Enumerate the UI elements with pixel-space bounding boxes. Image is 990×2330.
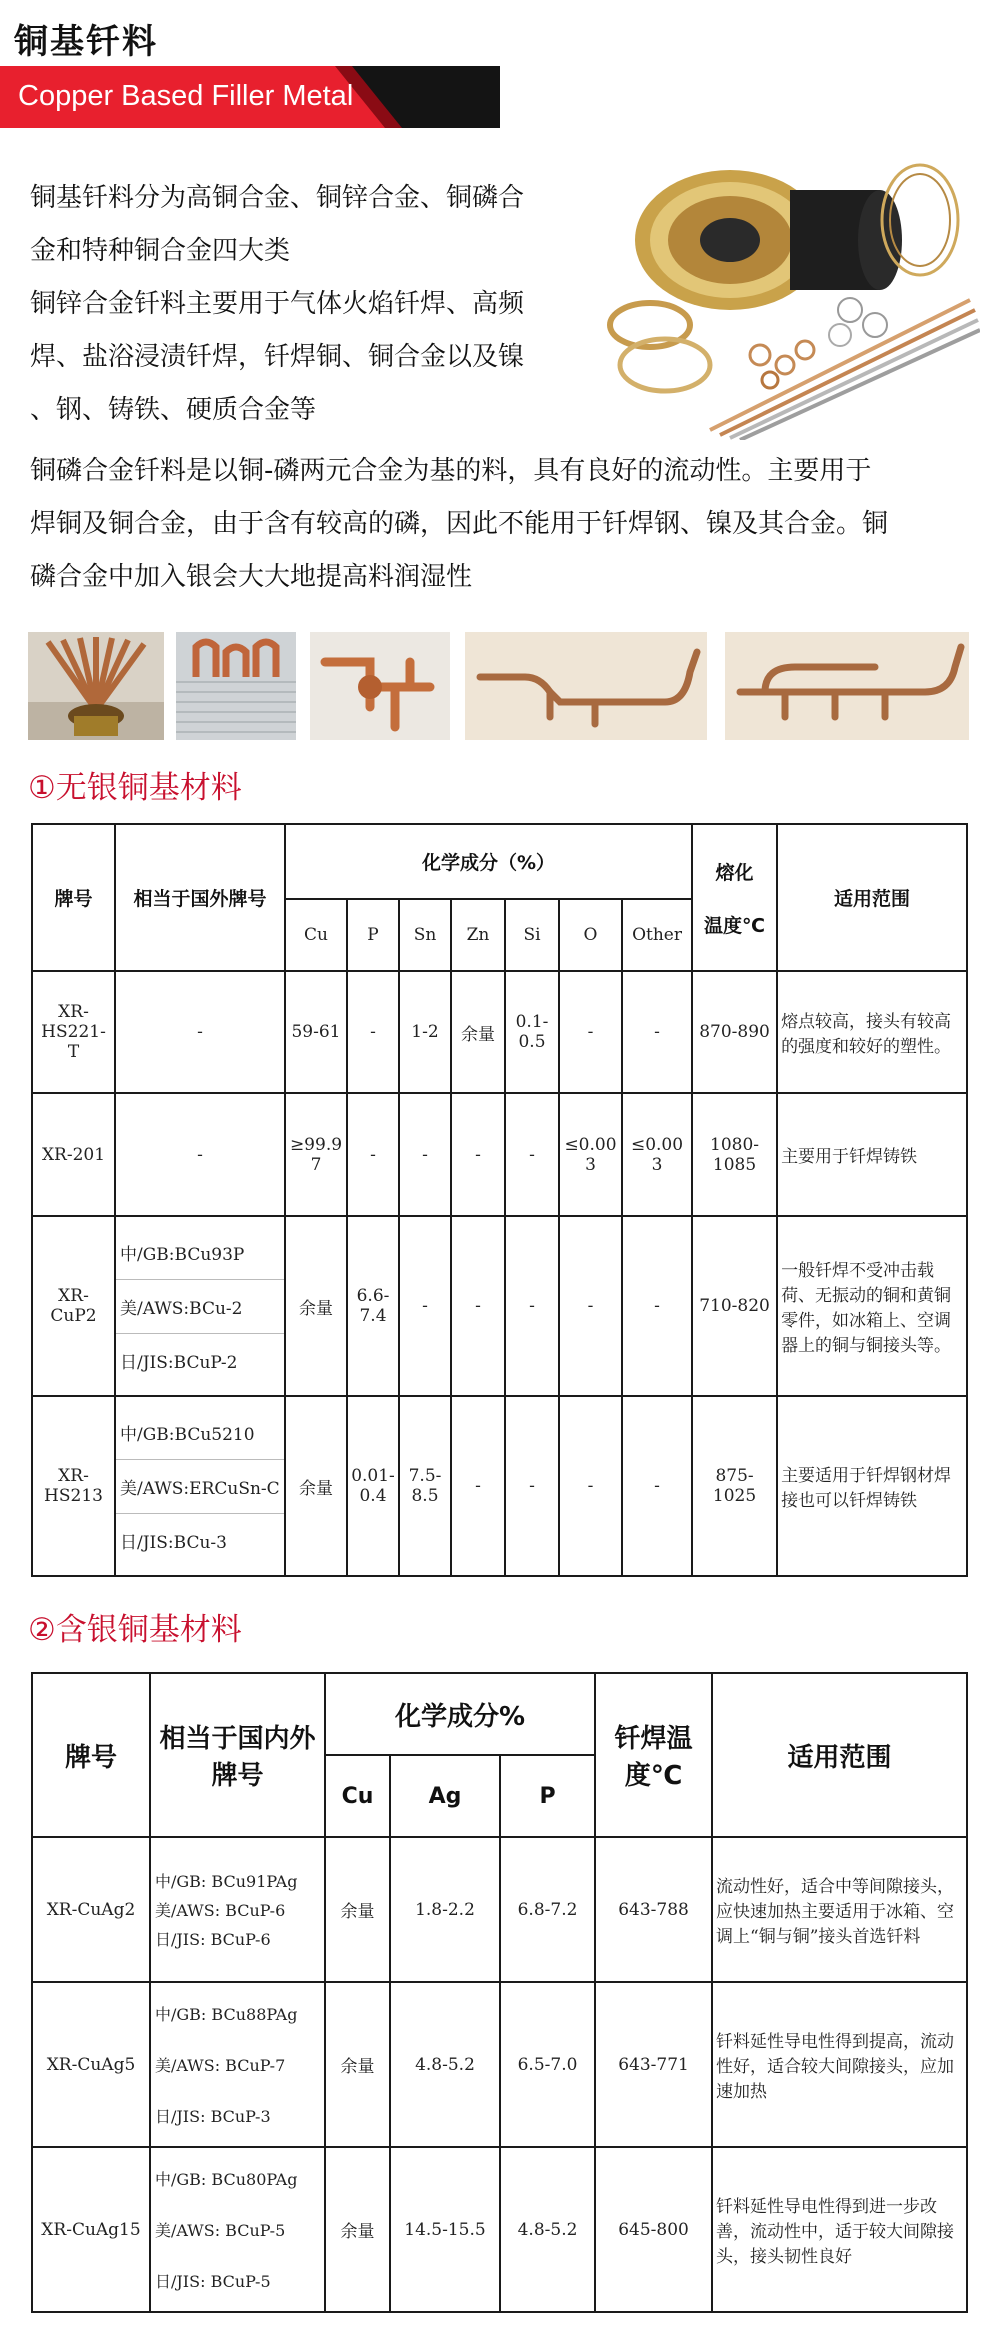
equiv-jis: 日/JIS:BCuP-2 bbox=[116, 1333, 284, 1387]
element-header: P bbox=[347, 899, 399, 971]
cu-cell: 余量 bbox=[325, 1837, 390, 1982]
p-cell: - bbox=[347, 971, 399, 1093]
equiv-header: 相当于国内外牌号 bbox=[150, 1673, 325, 1837]
sn-cell: 1-2 bbox=[399, 971, 451, 1093]
cu-cell: 59-61 bbox=[285, 971, 347, 1093]
temp-cell: 645-800 bbox=[595, 2147, 712, 2312]
equiv-header: 相当于国外牌号 bbox=[115, 824, 285, 971]
equiv-jis: 日/JIS: BCuP-3 bbox=[155, 2107, 271, 2126]
table-row bbox=[32, 1837, 967, 1982]
sn-cell: - bbox=[399, 1216, 451, 1396]
intro-line: 金和特种铜合金四大类 bbox=[30, 236, 291, 266]
intro-line: 铜磷合金钎料是以铜-磷两元合金为基的料，具有良好的流动性。主要用于 bbox=[30, 456, 872, 486]
cu-cell: ≥99.97 bbox=[285, 1093, 347, 1216]
subtitle-text: Copper Based Filler Metal bbox=[18, 80, 354, 112]
equiv-jis: 日/JIS: BCuP-5 bbox=[155, 2272, 271, 2291]
grade-cell: XR-HS213 bbox=[32, 1396, 115, 1576]
o-cell: - bbox=[559, 971, 622, 1093]
equiv-cell bbox=[150, 2147, 325, 2312]
grade-cell: XR-CuAg15 bbox=[32, 2147, 150, 2312]
zn-cell: - bbox=[451, 1396, 505, 1576]
scope-header: 适用范围 bbox=[712, 1673, 967, 1837]
copper-valve-photo bbox=[310, 632, 450, 740]
equiv-aws: 美/AWS: BCuP-5 bbox=[155, 2221, 286, 2240]
temp-cell: 643-771 bbox=[595, 1982, 712, 2147]
filler-metal-product-image bbox=[590, 150, 980, 440]
scope-cell: 流动性好，适合中等间隙接头，应快速加热主要适用于冰箱、空调上“铜与铜”接头首选钎料 bbox=[712, 1837, 967, 1982]
element-header: Cu bbox=[285, 899, 347, 971]
element-header: Cu bbox=[325, 1755, 390, 1837]
sn-cell: 7.5-8.5 bbox=[399, 1396, 451, 1576]
other-cell: ≤0.003 bbox=[622, 1093, 692, 1216]
ag-cell: 1.8-2.2 bbox=[390, 1837, 500, 1982]
temp-cell: 870-890 bbox=[692, 971, 777, 1093]
element-header: O bbox=[559, 899, 622, 971]
p-cell: 4.8-5.2 bbox=[500, 2147, 595, 2312]
equiv-cell bbox=[115, 1396, 285, 1576]
cu-cell: 余量 bbox=[285, 1216, 347, 1396]
grade-cell: XR-CuAg2 bbox=[32, 1837, 150, 1982]
intro-paragraph-a bbox=[30, 172, 640, 437]
element-header: Si bbox=[505, 899, 559, 971]
intro-line: 磷合金中加入银会大大地提高料润湿性 bbox=[30, 562, 473, 592]
ag-cell: 4.8-5.2 bbox=[390, 1982, 500, 2147]
melt-temp-header-bottom: 温度℃ bbox=[704, 914, 766, 937]
grade-header: 牌号 bbox=[32, 824, 115, 971]
element-header: Zn bbox=[451, 899, 505, 971]
o-cell: - bbox=[559, 1216, 622, 1396]
equiv-gb: 中/GB:BCu5210 bbox=[120, 1424, 255, 1445]
equiv-cell bbox=[150, 1982, 325, 2147]
intro-line: 铜锌合金钎料主要用于气体火焰钎焊、高频 bbox=[30, 289, 525, 319]
intro-line: 、钢、铸铁、硬质合金等 bbox=[30, 395, 317, 425]
sn-cell: - bbox=[399, 1093, 451, 1216]
equiv-cell bbox=[115, 1216, 285, 1396]
grade-cell: XR-HS221-T bbox=[32, 971, 115, 1093]
temp-cell: 710-820 bbox=[692, 1216, 777, 1396]
melt-temp-header-top: 熔化 bbox=[715, 861, 754, 884]
p-cell: 0.01-0.4 bbox=[347, 1396, 399, 1576]
intro-line: 铜基钎料分为高铜合金、铜锌合金、铜磷合 bbox=[30, 183, 525, 213]
scope-cell: 熔点较高，接头有较高的强度和较好的塑性。 bbox=[777, 971, 967, 1093]
equiv-jis: 日/JIS: BCuP-6 bbox=[155, 1930, 271, 1949]
equiv-jis: 日/JIS:BCu-3 bbox=[116, 1513, 284, 1567]
cu-cell: 余量 bbox=[325, 1982, 390, 2147]
element-header: Ag bbox=[390, 1755, 500, 1837]
scope-cell: 主要用于钎焊铸铁 bbox=[777, 1093, 967, 1216]
equiv-gb: 中/GB: BCu88PAg bbox=[155, 2005, 298, 2024]
bent-tube-photo-a bbox=[465, 632, 707, 740]
zn-cell: - bbox=[451, 1216, 505, 1396]
equiv-gb: 中/GB:BCu93P bbox=[120, 1244, 245, 1265]
cu-cell: 余量 bbox=[325, 2147, 390, 2312]
grade-header: 牌号 bbox=[32, 1673, 150, 1837]
scope-cell: 钎料延性导电性得到进一步改善，流动性中，适于较大间隙接头，接头韧性良好 bbox=[712, 2147, 967, 2312]
section1-title: ①无银铜基材料 bbox=[28, 770, 242, 806]
equiv-aws: 美/AWS: BCuP-7 bbox=[155, 2056, 286, 2075]
equiv-gb: 中/GB: BCu80PAg bbox=[155, 2170, 298, 2189]
si-cell: - bbox=[505, 1093, 559, 1216]
o-cell: ≤0.003 bbox=[559, 1093, 622, 1216]
element-header: Sn bbox=[399, 899, 451, 971]
other-cell: - bbox=[622, 1216, 692, 1396]
page-title: 铜基钎料 bbox=[14, 22, 158, 62]
equiv-cell: - bbox=[115, 1093, 285, 1216]
section2-table bbox=[31, 1672, 968, 2313]
zn-cell: - bbox=[451, 1093, 505, 1216]
p-cell: 6.8-7.2 bbox=[500, 1837, 595, 1982]
temp-cell: 1080-1085 bbox=[692, 1093, 777, 1216]
other-cell: - bbox=[622, 1396, 692, 1576]
melt-temp-header bbox=[692, 824, 777, 971]
grade-cell: XR-CuAg5 bbox=[32, 1982, 150, 2147]
section1-table bbox=[31, 823, 968, 1577]
section2-title: ②含银铜基材料 bbox=[28, 1612, 242, 1648]
equiv-aws: 美/AWS: BCuP-6 bbox=[155, 1901, 286, 1920]
intro-paragraph-b bbox=[30, 445, 970, 604]
si-cell: - bbox=[505, 1396, 559, 1576]
scope-cell: 钎料延性导电性得到提高，流动性好，适合较大间隙接头，应加速加热 bbox=[712, 1982, 967, 2147]
bent-tube-photo-b bbox=[725, 632, 969, 740]
si-cell: 0.1-0.5 bbox=[505, 971, 559, 1093]
o-cell: - bbox=[559, 1396, 622, 1576]
copper-manifold-photo bbox=[28, 632, 164, 740]
equiv-aws: 美/AWS:ERCuSn-C bbox=[116, 1459, 284, 1513]
heat-exchanger-photo bbox=[176, 632, 296, 740]
cu-cell: 余量 bbox=[285, 1396, 347, 1576]
scope-cell: 主要适用于钎焊钢材焊接也可以钎焊铸铁 bbox=[777, 1396, 967, 1576]
intro-line: 焊铜及铜合金，由于含有较高的磷，因此不能用于钎焊钢、镍及其合金。铜 bbox=[30, 509, 889, 539]
table-row bbox=[32, 1216, 967, 1396]
equiv-aws: 美/AWS:BCu-2 bbox=[116, 1279, 284, 1333]
table-row bbox=[32, 1396, 967, 1576]
zn-cell: 余量 bbox=[451, 971, 505, 1093]
temp-cell: 643-788 bbox=[595, 1837, 712, 1982]
intro-line: 焊、盐浴浸渍钎焊，钎焊铜、铜合金以及镍 bbox=[30, 342, 525, 372]
p-cell: 6.6-7.4 bbox=[347, 1216, 399, 1396]
scope-header: 适用范围 bbox=[777, 824, 967, 971]
grade-cell: XR-201 bbox=[32, 1093, 115, 1216]
scope-cell: 一般钎焊不受冲击载荷、无振动的铜和黄铜零件，如冰箱上、空调器上的铜与铜接头等。 bbox=[777, 1216, 967, 1396]
temp-header: 钎焊温度℃ bbox=[595, 1673, 712, 1837]
table-row bbox=[32, 1093, 967, 1216]
grade-cell: XR-CuP2 bbox=[32, 1216, 115, 1396]
table-row bbox=[32, 2147, 967, 2312]
table-row bbox=[32, 1982, 967, 2147]
other-cell: - bbox=[622, 971, 692, 1093]
composition-header: 化学成分% bbox=[325, 1673, 595, 1755]
equiv-gb: 中/GB: BCu91PAg bbox=[155, 1872, 298, 1891]
element-header: P bbox=[500, 1755, 595, 1837]
composition-header: 化学成分（%） bbox=[285, 824, 692, 899]
equiv-cell: - bbox=[115, 971, 285, 1093]
si-cell: - bbox=[505, 1216, 559, 1396]
table-row bbox=[32, 971, 967, 1093]
temp-cell: 875-1025 bbox=[692, 1396, 777, 1576]
element-header: Other bbox=[622, 899, 692, 971]
equiv-cell bbox=[150, 1837, 325, 1982]
ag-cell: 14.5-15.5 bbox=[390, 2147, 500, 2312]
p-cell: - bbox=[347, 1093, 399, 1216]
p-cell: 6.5-7.0 bbox=[500, 1982, 595, 2147]
